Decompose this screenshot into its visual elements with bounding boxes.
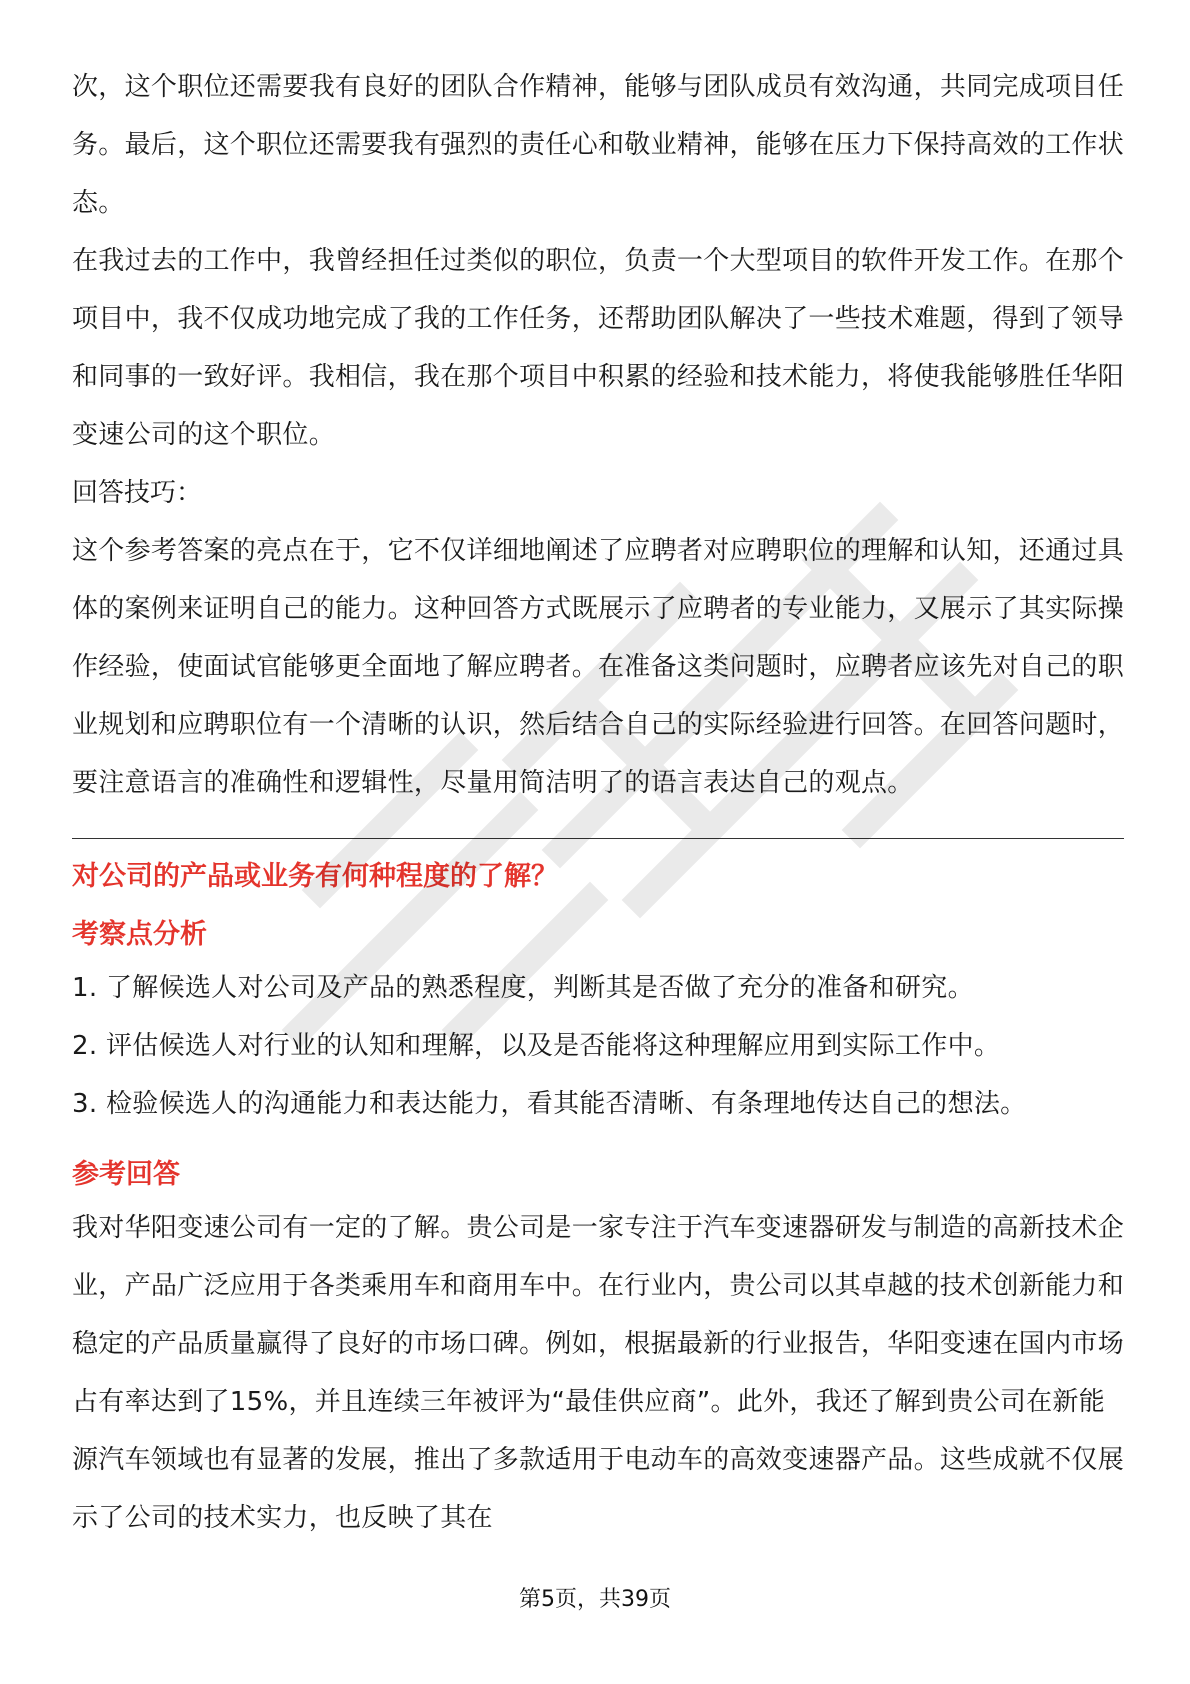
- list-item: 3. 检验候选人的沟通能力和表达能力，看其能否清晰、有条理地传达自己的想法。: [72, 1089, 1027, 1119]
- paragraph-experience: 在我过去的工作中，我曾经担任过类似的职位，负责一个大型项目的软件开发工作。在那个项目中，我不仅成功地完成了我的工作任务，还帮助团队解决了一些技术难题，得到了领导和同事的一致好评。我相信，我在那个项目中积累的经验和技术能力，将使我能够胜任华阳变速公司的这个职位。: [72, 246, 1125, 450]
- answer-heading: 参考回答: [72, 1159, 180, 1190]
- list-item: 2. 评估候选人对行业的认知和理解，以及是否能将这种理解应用到实际工作中。: [72, 1031, 1001, 1061]
- analysis-list: [72, 959, 1124, 1133]
- section-divider: [72, 838, 1124, 839]
- page-content: [72, 58, 1124, 1547]
- tips-label: 回答技巧：: [72, 478, 203, 508]
- tips-text: 这个参考答案的亮点在于，它不仅详细地阐述了应聘者对应聘职位的理解和认知，还通过具体的案例来证明自己的能力。这种回答方式既展示了应聘者的专业能力，又展示了其实际操作经验，使面试官能够更全面地了解应聘者。在准备这类问题时，应聘者应该先对自己的职业规划和应聘职位有一个清晰的认识，然后结合自己的实际经验进行回答。在回答问题时，要注意语言的准确性和逻辑性，尽量用简洁明了的语言表达自己的观点。: [72, 536, 1125, 798]
- analysis-heading: 考察点分析: [72, 919, 207, 950]
- question-title: 对公司的产品或业务有何种程度的了解？: [72, 861, 558, 892]
- paragraph-intro-continued: 次，这个职位还需要我有良好的团队合作精神，能够与团队成员有效沟通，共同完成项目任务。最后，这个职位还需要我有强烈的责任心和敬业精神，能够在压力下保持高效的工作状态。: [72, 72, 1125, 218]
- list-item: 1. 了解候选人对公司及产品的熟悉程度，判断其是否做了充分的准备和研究。: [72, 973, 974, 1003]
- answer-text: 我对华阳变速公司有一定的了解。贵公司是一家专注于汽车变速器研发与制造的高新技术企业，产品广泛应用于各类乘用车和商用车中。在行业内，贵公司以其卓越的技术创新能力和稳定的产品质量赢得了良好的市场口碑。例如，根据最新的行业报告，华阳变速在国内市场占有率达到了15%，并且连续三年被评为“最佳供应商”。此外，我还了解到贵公司在新能源汽车领域也有显著的发展，推出了多款适用于电动车的高效变速器产品。这些成就不仅展示了公司的技术实力，也反映了其在: [72, 1213, 1125, 1533]
- page-footer: 第5页，共39页: [519, 1587, 671, 1612]
